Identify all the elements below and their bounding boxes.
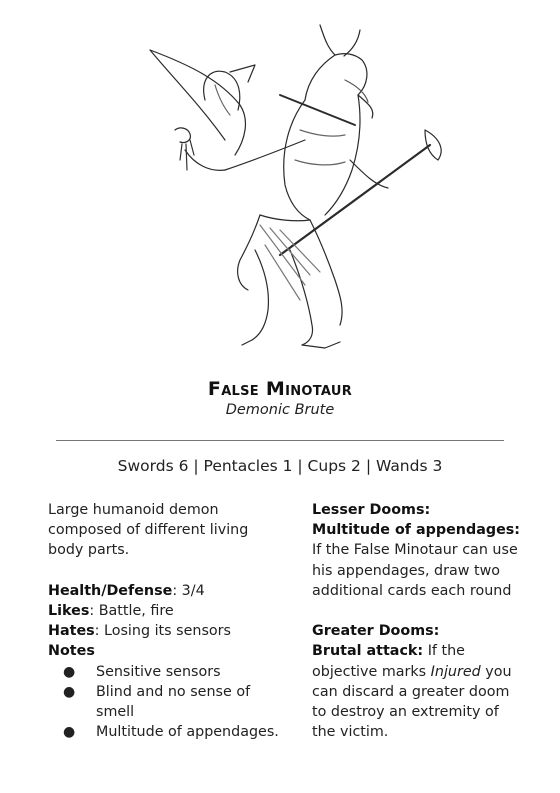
- suit-stats: Swords 6 | Pentacles 1 | Cups 2 | Wands 3: [117, 457, 443, 475]
- lesser-doom-text: If the False Minotaur can use his appendages, draw two additional cards each round: [312, 542, 518, 599]
- health-value: : 3/4: [172, 582, 205, 599]
- creature-name: False Minotaur: [207, 378, 353, 400]
- lesser-doom-name: Multitude of appendages:: [312, 522, 521, 539]
- health-defense: [48, 581, 288, 601]
- list-item: ● Sensitive sensors: [63, 663, 221, 680]
- right-column: [312, 500, 524, 742]
- likes-value: : Battle, fire: [89, 603, 174, 619]
- hates-value: : Losing its sensors: [94, 623, 231, 640]
- list-item: ● Blind and no sense of smell: [63, 683, 251, 721]
- hates: [48, 621, 288, 641]
- list-item: ● Multitude of appendages.: [63, 724, 279, 741]
- divider: [56, 440, 504, 441]
- greater-dooms-heading: Greater Dooms:: [312, 623, 440, 640]
- likes: [48, 601, 288, 621]
- health-label: Health/Defense: [48, 582, 173, 599]
- notes-heading: Notes: [48, 643, 95, 660]
- injured-term: Injured: [430, 663, 481, 680]
- left-column: [48, 500, 288, 742]
- greater-doom-text: Brutal attack: If the objective marks Injured you can discard a greater doom to destroy an extremity of the victim.: [312, 643, 512, 741]
- hates-label: Hates: [48, 623, 95, 640]
- description: Large humanoid demon composed of different living body parts.: [48, 502, 249, 559]
- notes-list: [48, 662, 288, 743]
- false-minotaur-illustration: [130, 10, 450, 355]
- lesser-dooms-heading: Lesser Dooms:: [312, 502, 431, 518]
- greater-doom-name: Brutal attack:: [312, 643, 424, 660]
- creature-type: Demonic Brute: [225, 402, 335, 418]
- likes-label: Likes: [48, 603, 90, 619]
